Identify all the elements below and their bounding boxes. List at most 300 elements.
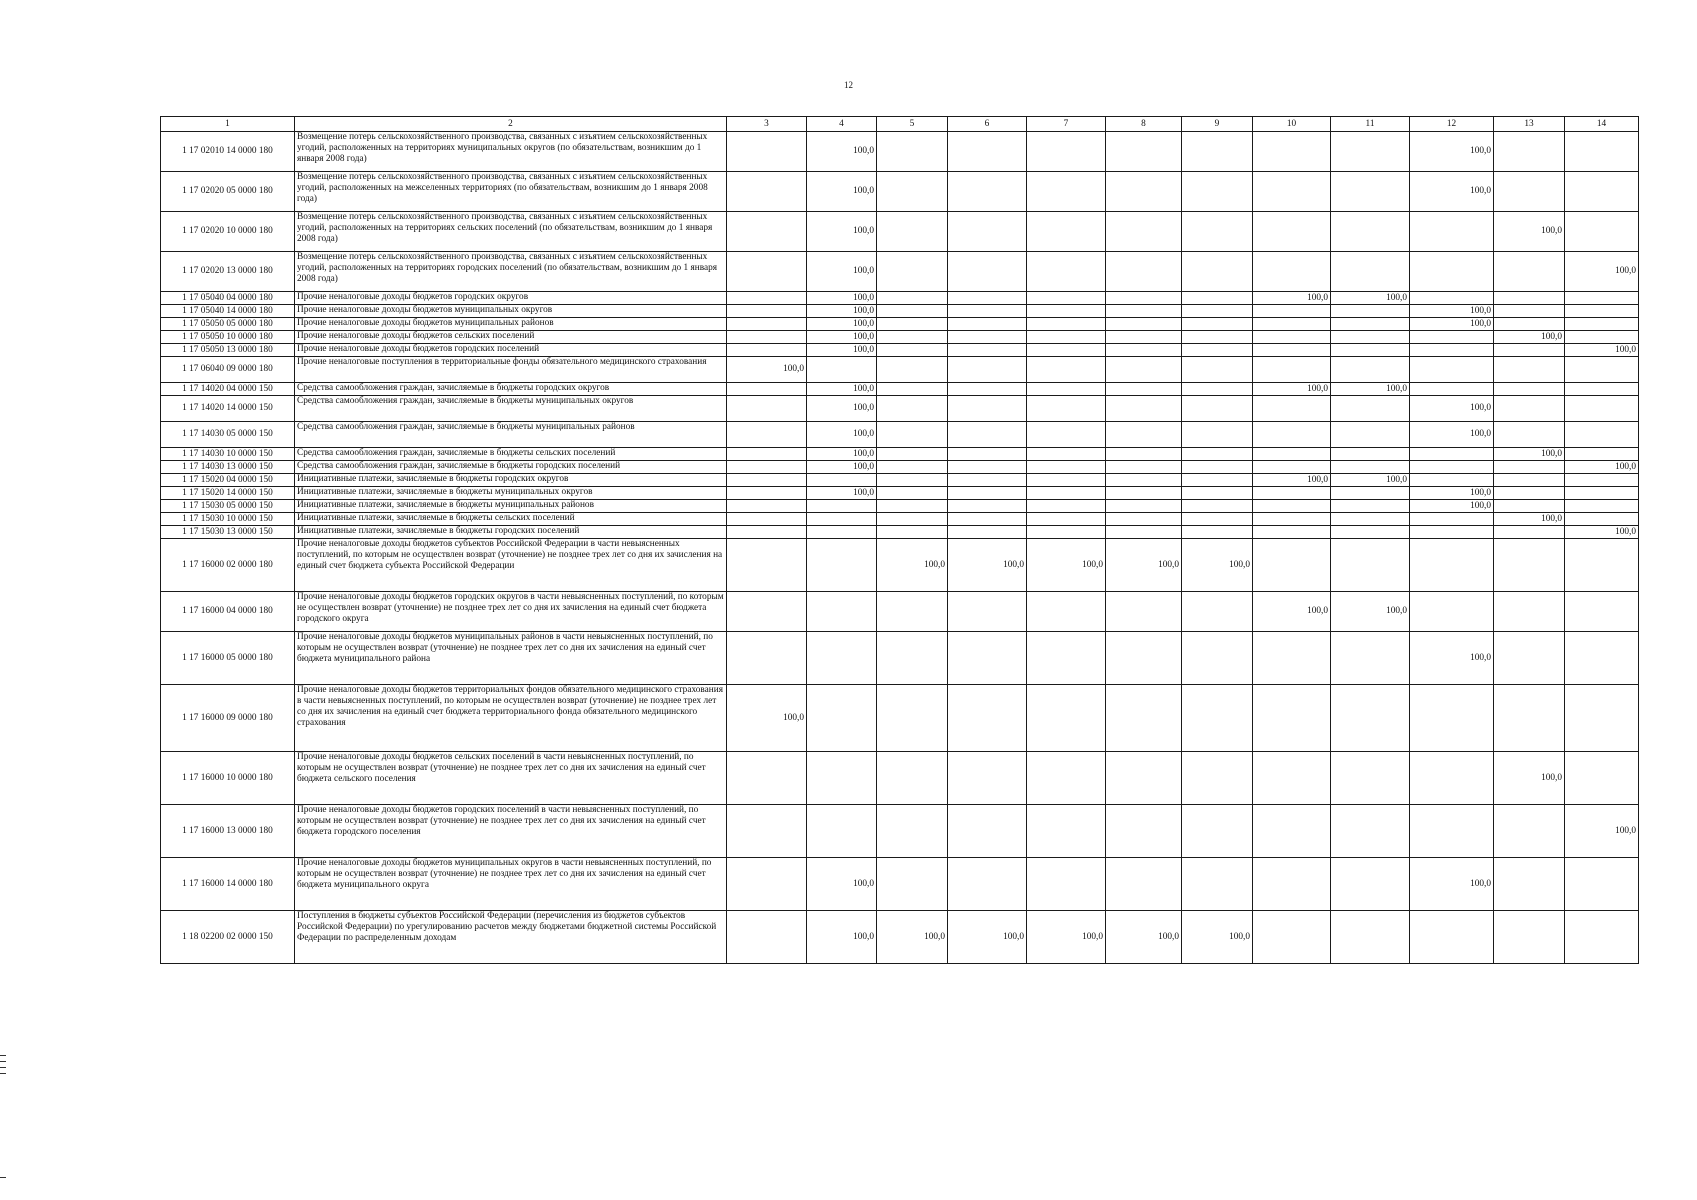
percent-cell-col-5 (877, 422, 948, 448)
percent-cell-col-4: 100,0 (807, 318, 877, 331)
percent-cell-col-3 (727, 318, 807, 331)
percent-cell-col-4 (807, 500, 877, 513)
percent-cell-col-10 (1253, 461, 1331, 474)
percent-cell-col-4: 100,0 (807, 383, 877, 396)
percent-cell-col-8 (1106, 172, 1182, 212)
percent-cell-col-7 (1027, 383, 1106, 396)
table-row (161, 331, 1639, 344)
percent-cell-col-4: 100,0 (807, 911, 877, 964)
table-row (161, 448, 1639, 461)
table-row (161, 396, 1639, 422)
percent-cell-col-3: 100,0 (727, 685, 807, 752)
percent-cell-col-11 (1331, 487, 1410, 500)
percent-cell-col-9 (1182, 422, 1253, 448)
percent-cell-col-5 (877, 474, 948, 487)
percent-cell-col-3 (727, 526, 807, 539)
percent-cell-col-10 (1253, 396, 1331, 422)
percent-cell-col-3 (727, 212, 807, 252)
percent-cell-col-12 (1410, 357, 1494, 383)
percent-cell-col-13: 100,0 (1494, 331, 1565, 344)
revenue-name: Прочие неналоговые доходы бюджетов субъектов Российской Федерации в части невыясненных поступлений, по которым не осуществлен возврат (уточнение) не позднее трех лет со дня их зачисления на единый счет бюджета субъекта Российской Федерации (295, 539, 727, 592)
revenue-name: Прочие неналоговые доходы бюджетов муниципальных округов в части невыясненных поступлений, по которым не осуществлен возврат (уточнение) не позднее трех лет со дня их зачисления на единый счет бюджета муниципального округа (295, 858, 727, 911)
percent-cell-col-14 (1565, 172, 1639, 212)
revenue-name: Средства самообложения граждан, зачисляемые в бюджеты сельских поселений (295, 448, 727, 461)
percent-cell-col-11 (1331, 513, 1410, 526)
budget-classification-code: 1 17 05050 13 0000 180 (161, 344, 295, 357)
percent-cell-col-7 (1027, 357, 1106, 383)
budget-classification-code: 1 17 16000 14 0000 180 (161, 858, 295, 911)
percent-cell-col-6 (948, 513, 1027, 526)
revenue-name: Инициативные платежи, зачисляемые в бюджеты городских округов (295, 474, 727, 487)
budget-classification-code: 1 17 02020 05 0000 180 (161, 172, 295, 212)
table-row (161, 422, 1639, 448)
percent-cell-col-9 (1182, 252, 1253, 292)
percent-cell-col-3 (727, 632, 807, 685)
percent-cell-col-10: 100,0 (1253, 383, 1331, 396)
percent-cell-col-12 (1410, 805, 1494, 858)
percent-cell-col-7: 100,0 (1027, 911, 1106, 964)
percent-cell-col-10 (1253, 318, 1331, 331)
percent-cell-col-8 (1106, 305, 1182, 318)
percent-cell-col-9 (1182, 752, 1253, 805)
column-header-6: 6 (948, 117, 1027, 132)
table-row (161, 487, 1639, 500)
percent-cell-col-10 (1253, 858, 1331, 911)
percent-cell-col-8 (1106, 344, 1182, 357)
percent-cell-col-4: 100,0 (807, 344, 877, 357)
table-row (161, 357, 1639, 383)
percent-cell-col-4: 100,0 (807, 305, 877, 318)
percent-cell-col-7 (1027, 305, 1106, 318)
percent-cell-col-4 (807, 632, 877, 685)
percent-cell-col-13: 100,0 (1494, 752, 1565, 805)
percent-cell-col-10 (1253, 448, 1331, 461)
percent-cell-col-10: 100,0 (1253, 474, 1331, 487)
revenue-name: Инициативные платежи, зачисляемые в бюджеты сельских поселений (295, 513, 727, 526)
percent-cell-col-11 (1331, 461, 1410, 474)
percent-cell-col-4: 100,0 (807, 172, 877, 212)
percent-cell-col-5 (877, 487, 948, 500)
percent-cell-col-13 (1494, 526, 1565, 539)
percent-cell-col-13 (1494, 539, 1565, 592)
percent-cell-col-4 (807, 357, 877, 383)
percent-cell-col-13 (1494, 357, 1565, 383)
percent-cell-col-3 (727, 132, 807, 172)
percent-cell-col-11 (1331, 331, 1410, 344)
budget-classification-code: 1 17 05050 10 0000 180 (161, 331, 295, 344)
table-row (161, 474, 1639, 487)
percent-cell-col-5 (877, 632, 948, 685)
percent-cell-col-12: 100,0 (1410, 500, 1494, 513)
percent-cell-col-7 (1027, 331, 1106, 344)
percent-cell-col-9 (1182, 448, 1253, 461)
percent-cell-col-13 (1494, 252, 1565, 292)
revenue-name: Инициативные платежи, зачисляемые в бюджеты городских поселений (295, 526, 727, 539)
revenue-name: Прочие неналоговые доходы бюджетов сельских поселений (295, 331, 727, 344)
percent-cell-col-6 (948, 383, 1027, 396)
percent-cell-col-3 (727, 344, 807, 357)
percent-cell-col-5 (877, 252, 948, 292)
percent-cell-col-13: 100,0 (1494, 448, 1565, 461)
table-row (161, 500, 1639, 513)
column-header-8: 8 (1106, 117, 1182, 132)
percent-cell-col-12 (1410, 539, 1494, 592)
percent-cell-col-3 (727, 911, 807, 964)
revenue-name: Средства самообложения граждан, зачисляемые в бюджеты муниципальных районов (295, 422, 727, 448)
percent-cell-col-14: 100,0 (1565, 344, 1639, 357)
budget-classification-code: 1 17 15020 14 0000 150 (161, 487, 295, 500)
percent-cell-col-6 (948, 344, 1027, 357)
percent-cell-col-11: 100,0 (1331, 292, 1410, 305)
percent-cell-col-7 (1027, 487, 1106, 500)
percent-cell-col-8 (1106, 383, 1182, 396)
percent-cell-col-10 (1253, 752, 1331, 805)
table-row (161, 539, 1639, 592)
percent-cell-col-10 (1253, 331, 1331, 344)
revenue-name: Средства самообложения граждан, зачисляемые в бюджеты городских округов (295, 383, 727, 396)
percent-cell-col-5 (877, 592, 948, 632)
table-row (161, 858, 1639, 911)
percent-cell-col-7 (1027, 344, 1106, 357)
percent-cell-col-5 (877, 305, 948, 318)
percent-cell-col-7 (1027, 292, 1106, 305)
percent-cell-col-8: 100,0 (1106, 539, 1182, 592)
percent-cell-col-6 (948, 805, 1027, 858)
percent-cell-col-12 (1410, 331, 1494, 344)
table-row (161, 685, 1639, 752)
percent-cell-col-12: 100,0 (1410, 632, 1494, 685)
percent-cell-col-11 (1331, 539, 1410, 592)
percent-cell-col-4 (807, 685, 877, 752)
percent-cell-col-13 (1494, 292, 1565, 305)
percent-cell-col-4 (807, 805, 877, 858)
percent-cell-col-3 (727, 752, 807, 805)
table-row (161, 132, 1639, 172)
percent-cell-col-3 (727, 461, 807, 474)
percent-cell-col-10 (1253, 487, 1331, 500)
percent-cell-col-9: 100,0 (1182, 539, 1253, 592)
budget-classification-code: 1 17 05050 05 0000 180 (161, 318, 295, 331)
percent-cell-col-3 (727, 292, 807, 305)
percent-cell-col-5 (877, 805, 948, 858)
percent-cell-col-11 (1331, 344, 1410, 357)
percent-cell-col-13 (1494, 396, 1565, 422)
page-number: 12 (844, 80, 853, 90)
percent-cell-col-5 (877, 292, 948, 305)
column-header-1: 1 (161, 117, 295, 132)
percent-cell-col-3 (727, 474, 807, 487)
percent-cell-col-12 (1410, 344, 1494, 357)
percent-cell-col-3 (727, 396, 807, 422)
scan-edge-marks (0, 1055, 8, 1079)
revenue-name: Прочие неналоговые доходы бюджетов сельских поселений в части невыясненных поступлений, по которым не осуществлен возврат (уточнение) не позднее трех лет со дня их зачисления на единый счет бюджета сельского поселения (295, 752, 727, 805)
percent-cell-col-13 (1494, 461, 1565, 474)
percent-cell-col-11 (1331, 212, 1410, 252)
percent-cell-col-11 (1331, 500, 1410, 513)
percent-cell-col-6 (948, 448, 1027, 461)
percent-cell-col-5 (877, 513, 948, 526)
percent-cell-col-11 (1331, 632, 1410, 685)
revenue-name: Прочие неналоговые доходы бюджетов территориальных фондов обязательного медицинского страхования в части невыясненных поступлений, по которым не осуществлен возврат (уточнение) не позднее трех лет со дня их зачисления на единый счет бюджета территориального фонда обязательного медицинского страхования (295, 685, 727, 752)
percent-cell-col-8 (1106, 318, 1182, 331)
budget-classification-code: 1 17 16000 04 0000 180 (161, 592, 295, 632)
percent-cell-col-12 (1410, 212, 1494, 252)
column-header-12: 12 (1410, 117, 1494, 132)
percent-cell-col-3 (727, 805, 807, 858)
percent-cell-col-12 (1410, 592, 1494, 632)
percent-cell-col-12 (1410, 526, 1494, 539)
percent-cell-col-5 (877, 132, 948, 172)
percent-cell-col-4: 100,0 (807, 422, 877, 448)
percent-cell-col-12: 100,0 (1410, 305, 1494, 318)
percent-cell-col-4: 100,0 (807, 331, 877, 344)
percent-cell-col-14 (1565, 132, 1639, 172)
percent-cell-col-7 (1027, 422, 1106, 448)
percent-cell-col-8 (1106, 805, 1182, 858)
percent-cell-col-8 (1106, 396, 1182, 422)
revenue-name: Возмещение потерь сельскохозяйственного производства, связанных с изъятием сельскохозяйственных угодий, расположенных на территориях городских поселений (по обязательствам, возникшим до 1 января 2008 года) (295, 252, 727, 292)
percent-cell-col-9 (1182, 858, 1253, 911)
percent-cell-col-3 (727, 487, 807, 500)
percent-cell-col-6 (948, 422, 1027, 448)
percent-cell-col-6: 100,0 (948, 539, 1027, 592)
percent-cell-col-7 (1027, 592, 1106, 632)
table-row (161, 513, 1639, 526)
percent-cell-col-10 (1253, 172, 1331, 212)
percent-cell-col-3 (727, 448, 807, 461)
revenue-name: Прочие неналоговые доходы бюджетов городских округов в части невыясненных поступлений, по которым не осуществлен возврат (уточнение) не позднее трех лет со дня их зачисления на единый счет бюджета городского округа (295, 592, 727, 632)
table-row (161, 752, 1639, 805)
percent-cell-col-6 (948, 752, 1027, 805)
percent-cell-col-14: 100,0 (1565, 461, 1639, 474)
percent-cell-col-11: 100,0 (1331, 383, 1410, 396)
percent-cell-col-14 (1565, 474, 1639, 487)
table-row (161, 632, 1639, 685)
percent-cell-col-9 (1182, 685, 1253, 752)
percent-cell-col-12 (1410, 474, 1494, 487)
percent-cell-col-13: 100,0 (1494, 513, 1565, 526)
percent-cell-col-9 (1182, 172, 1253, 212)
percent-cell-col-12 (1410, 513, 1494, 526)
percent-cell-col-7 (1027, 805, 1106, 858)
percent-cell-col-12: 100,0 (1410, 132, 1494, 172)
percent-cell-col-14 (1565, 422, 1639, 448)
percent-cell-col-13 (1494, 632, 1565, 685)
percent-cell-col-7 (1027, 212, 1106, 252)
table-row (161, 592, 1639, 632)
percent-cell-col-9 (1182, 132, 1253, 172)
percent-cell-col-7 (1027, 396, 1106, 422)
percent-cell-col-10 (1253, 305, 1331, 318)
percent-cell-col-5: 100,0 (877, 539, 948, 592)
percent-cell-col-8 (1106, 526, 1182, 539)
percent-cell-col-9 (1182, 487, 1253, 500)
percent-cell-col-5 (877, 500, 948, 513)
percent-cell-col-14 (1565, 685, 1639, 752)
revenue-name: Поступления в бюджеты субъектов Российской Федерации (перечисления из бюджетов субъектов Российской Федерации) по урегулированию расчетов между бюджетами бюджетной системы Российской Федерации по распределенным доходам (295, 911, 727, 964)
percent-cell-col-9 (1182, 292, 1253, 305)
percent-cell-col-4: 100,0 (807, 858, 877, 911)
budget-classification-code: 1 17 02020 13 0000 180 (161, 252, 295, 292)
percent-cell-col-5 (877, 344, 948, 357)
percent-cell-col-7 (1027, 500, 1106, 513)
percent-cell-col-12 (1410, 448, 1494, 461)
percent-cell-col-6: 100,0 (948, 911, 1027, 964)
percent-cell-col-14 (1565, 632, 1639, 685)
percent-cell-col-3 (727, 172, 807, 212)
percent-cell-col-13 (1494, 500, 1565, 513)
revenue-distribution-table (160, 116, 1639, 964)
percent-cell-col-6 (948, 474, 1027, 487)
percent-cell-col-14 (1565, 539, 1639, 592)
table-header-row (161, 117, 1639, 132)
table-row (161, 526, 1639, 539)
percent-cell-col-9 (1182, 331, 1253, 344)
percent-cell-col-3 (727, 422, 807, 448)
percent-cell-col-5 (877, 396, 948, 422)
percent-cell-col-11: 100,0 (1331, 592, 1410, 632)
column-header-13: 13 (1494, 117, 1565, 132)
percent-cell-col-14: 100,0 (1565, 526, 1639, 539)
percent-cell-col-9 (1182, 383, 1253, 396)
percent-cell-col-6 (948, 212, 1027, 252)
percent-cell-col-11 (1331, 448, 1410, 461)
revenue-name: Прочие неналоговые доходы бюджетов городских поселений в части невыясненных поступлений, по которым не осуществлен возврат (уточнение) не позднее трех лет со дня их зачисления на единый счет бюджета городского поселения (295, 805, 727, 858)
percent-cell-col-14 (1565, 396, 1639, 422)
percent-cell-col-8: 100,0 (1106, 911, 1182, 964)
percent-cell-col-4: 100,0 (807, 212, 877, 252)
percent-cell-col-8 (1106, 592, 1182, 632)
percent-cell-col-11 (1331, 252, 1410, 292)
percent-cell-col-6 (948, 357, 1027, 383)
percent-cell-col-4: 100,0 (807, 461, 877, 474)
percent-cell-col-5 (877, 461, 948, 474)
budget-classification-code: 1 17 15020 04 0000 150 (161, 474, 295, 487)
percent-cell-col-14 (1565, 448, 1639, 461)
percent-cell-col-8 (1106, 474, 1182, 487)
percent-cell-col-12: 100,0 (1410, 422, 1494, 448)
percent-cell-col-8 (1106, 461, 1182, 474)
budget-classification-code: 1 17 15030 10 0000 150 (161, 513, 295, 526)
percent-cell-col-13 (1494, 474, 1565, 487)
percent-cell-col-7 (1027, 752, 1106, 805)
percent-cell-col-6 (948, 331, 1027, 344)
percent-cell-col-4 (807, 539, 877, 592)
revenue-name: Возмещение потерь сельскохозяйственного производства, связанных с изъятием сельскохозяйственных угодий, расположенных на территориях сельских поселений (по обязательствам, возникшим до 1 января 2008 года) (295, 212, 727, 252)
percent-cell-col-11 (1331, 305, 1410, 318)
percent-cell-col-8 (1106, 487, 1182, 500)
percent-cell-col-5 (877, 318, 948, 331)
percent-cell-col-6 (948, 292, 1027, 305)
percent-cell-col-9 (1182, 318, 1253, 331)
percent-cell-col-14 (1565, 487, 1639, 500)
budget-classification-code: 1 17 14030 10 0000 150 (161, 448, 295, 461)
percent-cell-col-8 (1106, 212, 1182, 252)
table-body (161, 132, 1639, 964)
percent-cell-col-11 (1331, 752, 1410, 805)
percent-cell-col-14 (1565, 292, 1639, 305)
budget-classification-code: 1 17 15030 13 0000 150 (161, 526, 295, 539)
percent-cell-col-8 (1106, 685, 1182, 752)
percent-cell-col-8 (1106, 858, 1182, 911)
percent-cell-col-9 (1182, 513, 1253, 526)
percent-cell-col-11 (1331, 172, 1410, 212)
budget-classification-code: 1 17 14030 05 0000 150 (161, 422, 295, 448)
table-row (161, 318, 1639, 331)
percent-cell-col-8 (1106, 252, 1182, 292)
table-row (161, 911, 1639, 964)
percent-cell-col-10 (1253, 539, 1331, 592)
percent-cell-col-9 (1182, 526, 1253, 539)
percent-cell-col-14 (1565, 911, 1639, 964)
budget-classification-code: 1 17 14020 04 0000 150 (161, 383, 295, 396)
percent-cell-col-7 (1027, 685, 1106, 752)
percent-cell-col-10 (1253, 805, 1331, 858)
percent-cell-col-10: 100,0 (1253, 292, 1331, 305)
percent-cell-col-6 (948, 858, 1027, 911)
percent-cell-col-4: 100,0 (807, 252, 877, 292)
percent-cell-col-8 (1106, 448, 1182, 461)
percent-cell-col-14 (1565, 212, 1639, 252)
budget-classification-code: 1 17 16000 13 0000 180 (161, 805, 295, 858)
percent-cell-col-14 (1565, 357, 1639, 383)
percent-cell-col-8 (1106, 500, 1182, 513)
percent-cell-col-8 (1106, 331, 1182, 344)
percent-cell-col-11 (1331, 357, 1410, 383)
percent-cell-col-4 (807, 513, 877, 526)
percent-cell-col-8 (1106, 132, 1182, 172)
budget-classification-code: 1 17 16000 09 0000 180 (161, 685, 295, 752)
percent-cell-col-12 (1410, 685, 1494, 752)
percent-cell-col-4 (807, 474, 877, 487)
percent-cell-col-6 (948, 632, 1027, 685)
percent-cell-col-11 (1331, 526, 1410, 539)
revenue-name: Прочие неналоговые доходы бюджетов муниципальных округов (295, 305, 727, 318)
scan-edge-mark (0, 1177, 6, 1178)
percent-cell-col-6 (948, 252, 1027, 292)
percent-cell-col-9 (1182, 461, 1253, 474)
percent-cell-col-9 (1182, 396, 1253, 422)
percent-cell-col-10 (1253, 422, 1331, 448)
percent-cell-col-5 (877, 858, 948, 911)
revenue-name: Возмещение потерь сельскохозяйственного производства, связанных с изъятием сельскохозяйственных угодий, расположенных на территориях муниципальных округов (по обязательствам, возникшим до 1 января 2008 года) (295, 132, 727, 172)
percent-cell-col-10 (1253, 357, 1331, 383)
percent-cell-col-14 (1565, 513, 1639, 526)
percent-cell-col-14: 100,0 (1565, 252, 1639, 292)
budget-classification-code: 1 17 16000 10 0000 180 (161, 752, 295, 805)
percent-cell-col-7 (1027, 318, 1106, 331)
budget-classification-code: 1 17 06040 09 0000 180 (161, 357, 295, 383)
percent-cell-col-9 (1182, 474, 1253, 487)
budget-classification-code: 1 17 02010 14 0000 180 (161, 132, 295, 172)
percent-cell-col-6 (948, 305, 1027, 318)
budget-classification-code: 1 17 15030 05 0000 150 (161, 500, 295, 513)
percent-cell-col-10 (1253, 513, 1331, 526)
percent-cell-col-5 (877, 526, 948, 539)
percent-cell-col-3 (727, 383, 807, 396)
percent-cell-col-7 (1027, 252, 1106, 292)
percent-cell-col-9 (1182, 805, 1253, 858)
percent-cell-col-3: 100,0 (727, 357, 807, 383)
budget-classification-code: 1 17 02020 10 0000 180 (161, 212, 295, 252)
percent-cell-col-9 (1182, 500, 1253, 513)
percent-cell-col-3 (727, 500, 807, 513)
percent-cell-col-14 (1565, 752, 1639, 805)
percent-cell-col-7 (1027, 513, 1106, 526)
percent-cell-col-5 (877, 383, 948, 396)
percent-cell-col-9: 100,0 (1182, 911, 1253, 964)
percent-cell-col-12 (1410, 383, 1494, 396)
